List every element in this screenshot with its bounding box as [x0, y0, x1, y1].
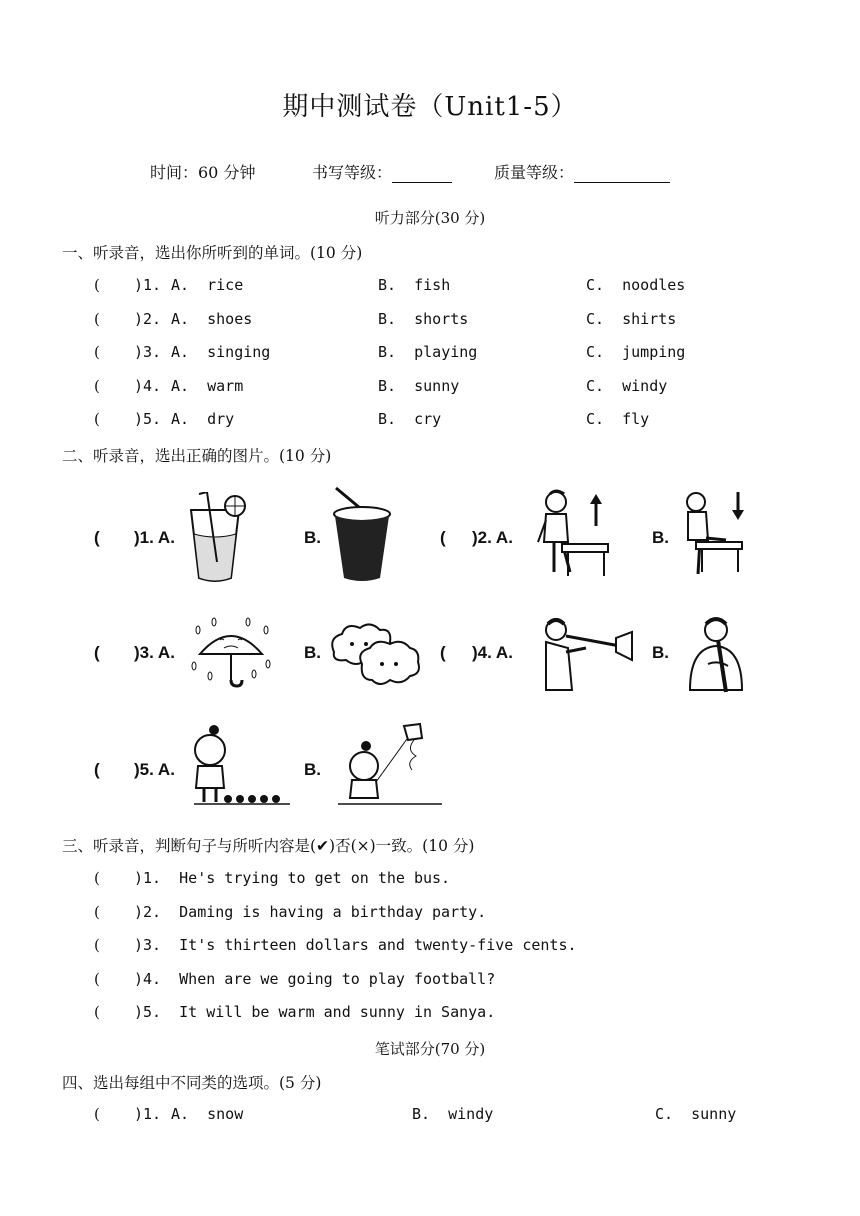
- option-a: A. warm: [171, 376, 244, 395]
- answer-paren[interactable]: (: [94, 343, 100, 362]
- q1-b-label: B.: [304, 528, 321, 547]
- judgement-sentence: )4. When are we going to play football?: [134, 969, 496, 988]
- q3-paren: (: [94, 643, 100, 662]
- judgement-sentence: )5. It will be warm and sunny in Sanya.: [134, 1003, 496, 1022]
- answer-paren[interactable]: (: [94, 376, 100, 395]
- q2-paren: (: [440, 528, 446, 547]
- option-b: B. sunny: [378, 376, 460, 395]
- section3-heading: 三、听录音，判断句子与所听内容是(✔)否(×)一致。(10 分): [62, 837, 475, 855]
- glass-of-juice-image[interactable]: [185, 492, 247, 584]
- section2-heading: 二、听录音，选出正确的图片。(10 分): [62, 447, 332, 465]
- answer-paren[interactable]: (: [94, 969, 100, 988]
- page-title: 期中测试卷（Unit1-5）: [282, 92, 578, 122]
- option-a: A. dry: [171, 410, 235, 429]
- judgement-sentence: )1. He's trying to get on the bus.: [134, 869, 451, 887]
- option-a: A. rice: [171, 276, 244, 294]
- child-flying-kite-image[interactable]: [336, 722, 444, 812]
- boy-sitting-down-image[interactable]: [682, 488, 748, 580]
- answer-paren[interactable]: (: [94, 1105, 100, 1123]
- section1-heading: 一、听录音，选出你所听到的单词。(10 分): [62, 244, 363, 262]
- question-number: )1.: [134, 276, 162, 294]
- q1-label: )1. A.: [134, 528, 175, 547]
- recorder-player-image[interactable]: [684, 614, 748, 694]
- question-number: )1.: [134, 1105, 162, 1123]
- option-c: C. noodles: [586, 276, 686, 294]
- q3-b-label: B.: [304, 643, 321, 662]
- option-b: B. windy: [412, 1105, 494, 1123]
- option-a: A. shoes: [171, 309, 253, 328]
- q4-b-label: B.: [652, 643, 669, 662]
- option-c: C. jumping: [586, 343, 686, 362]
- option-b: B. fish: [378, 276, 451, 294]
- q4-paren: (: [440, 643, 446, 662]
- option-c: C. sunny: [655, 1105, 737, 1123]
- q2-b-label: B.: [652, 528, 669, 547]
- judgement-sentence: )3. It's thirteen dollars and twenty-five cents.: [134, 936, 577, 955]
- judgement-sentence: )2. Daming is having a birthday party.: [134, 902, 487, 921]
- cup-of-cola-image[interactable]: [330, 486, 394, 584]
- q5-b-label: B.: [304, 760, 321, 779]
- q5-paren: (: [94, 760, 100, 779]
- question-number: )4.: [134, 376, 162, 395]
- q5-label: )5. A.: [134, 760, 175, 779]
- question-number: )3.: [134, 343, 162, 362]
- q3-label: )3. A.: [134, 643, 175, 662]
- option-a: A. snow: [171, 1105, 244, 1123]
- answer-paren[interactable]: (: [94, 1003, 100, 1022]
- question-number: )2.: [134, 309, 162, 328]
- q2-label: )2. A.: [472, 528, 513, 547]
- girl-standing-up-image[interactable]: [532, 486, 614, 580]
- q1-paren: (: [94, 528, 100, 547]
- option-a: A. singing: [171, 343, 271, 362]
- option-c: C. shirts: [586, 309, 677, 328]
- option-b: B. cry: [378, 410, 442, 429]
- written-header: 笔试部分(70 分): [374, 1040, 486, 1058]
- q4-label: )4. A.: [472, 643, 513, 662]
- answer-paren[interactable]: (: [94, 410, 100, 429]
- quality-grade: 质量等级：: [494, 160, 670, 183]
- umbrella-in-rain-image[interactable]: [188, 616, 274, 690]
- answer-paren[interactable]: (: [94, 276, 100, 294]
- writing-grade-blank[interactable]: [392, 164, 452, 183]
- writing-grade: 书写等级：: [312, 160, 452, 183]
- trumpet-player-image[interactable]: [542, 612, 634, 694]
- section4-heading: 四、选出每组中不同类的选项。(5 分): [62, 1074, 322, 1092]
- option-c: C. windy: [586, 376, 668, 395]
- answer-paren[interactable]: (: [94, 309, 100, 328]
- answer-paren[interactable]: (: [94, 902, 100, 921]
- option-c: C. fly: [586, 410, 650, 429]
- quality-grade-blank[interactable]: [574, 164, 670, 183]
- answer-paren[interactable]: (: [94, 936, 100, 955]
- answer-paren[interactable]: (: [94, 869, 100, 887]
- option-b: B. shorts: [378, 309, 469, 328]
- time-info: 时间：60 分钟: [150, 163, 256, 182]
- child-with-balls-image[interactable]: [186, 722, 292, 812]
- clouds-image[interactable]: [326, 618, 422, 690]
- question-number: )5.: [134, 410, 162, 429]
- listening-header: 听力部分(30 分): [374, 209, 486, 227]
- option-b: B. playing: [378, 343, 478, 362]
